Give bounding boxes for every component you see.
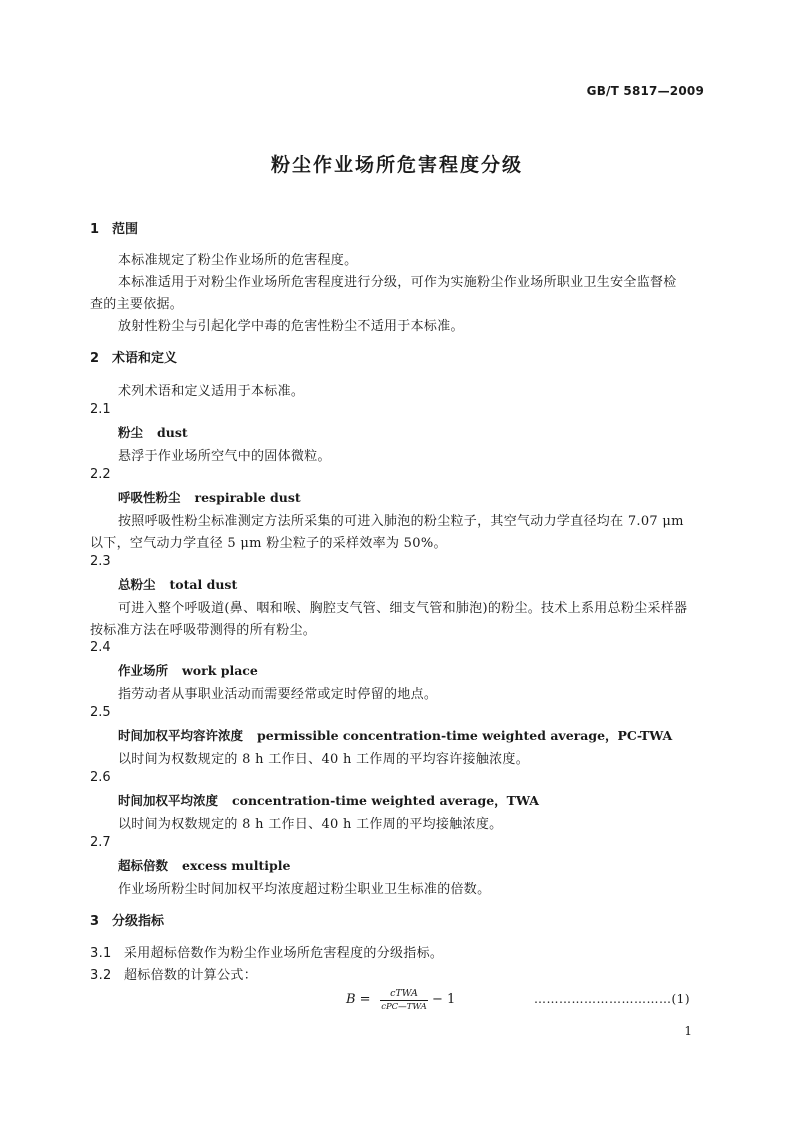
clause-number: 2.2 [90,467,111,482]
term-pc-twa [118,726,672,744]
term-cn: 时间加权平均浓度 [118,793,219,808]
clause-text: 超标倍数的计算公式： [124,968,258,983]
term-en: excess multiple [182,858,291,873]
term-cn: 超标倍数 [118,858,169,873]
formula-lhs: B = [346,992,371,1007]
section-2-heading [90,347,177,366]
term-en: dust [157,425,188,440]
definition: 按照呼吸性粉尘标准测定方法所采集的可进入肺泡的粉尘粒子，其空气动力学直径均在 7.07 μm [118,514,684,529]
clause-number: 2.7 [90,835,111,850]
term-cn: 作业场所 [118,663,169,678]
section-title: 分级指标 [112,914,165,929]
clause-text: 采用超标倍数作为粉尘作业场所危害程度的分级指标。 [124,946,444,961]
term-en: permissible concentration-time weighted average，PC-TWA [257,728,673,743]
paragraph-continuation: 查的主要依据。 [90,297,184,312]
formula-denominator: cPC—TWA [381,1002,427,1012]
definition: 以时间为权数规定的 8 h 工作日、40 h 工作周的平均容许接触浓度。 [118,752,530,767]
document-title: 粉尘作业场所危害程度分级 [270,154,523,176]
section-3-heading [90,910,164,929]
formula-number-leader: ……………………………(1) [534,992,690,1006]
formula-numerator: cTWA [380,988,428,1001]
term-excess-multiple [118,856,290,874]
clause-number: 2.5 [90,705,111,720]
definition-continuation: 以下，空气动力学直径 5 μm 粉尘粒子的采样效率为 50%。 [90,536,447,551]
term-en: concentration-time weighted average，TWA [232,793,539,808]
paragraph: 本标准规定了粉尘作业场所的危害程度。 [118,253,358,268]
clause-3-2 [90,964,257,983]
clause-number: 2.3 [90,554,111,569]
term-cn: 呼吸性粉尘 [118,490,181,505]
term-total-dust [118,575,237,593]
section-number: 2 [90,351,100,366]
page-number: 1 [684,1024,692,1038]
section-1-heading [90,218,138,237]
term-work-place [118,661,258,679]
section-title: 术语和定义 [112,351,178,366]
term-en: respirable dust [194,490,301,505]
term-cn: 总粉尘 [118,577,156,592]
standard-number: GB/T 5817—2009 [586,84,704,98]
paragraph: 放射性粉尘与引起化学中毒的危害性粉尘不适用于本标准。 [118,319,464,334]
term-dust [118,423,188,441]
section-number: 3 [90,914,100,929]
term-en: total dust [169,577,238,592]
definition: 悬浮于作业场所空气中的固体微粒。 [118,449,331,464]
section-title: 范围 [112,222,139,237]
term-cn: 粉尘 [118,425,144,440]
term-respirable-dust [118,488,301,506]
paragraph: 本标准适用于对粉尘作业场所危害程度进行分级，可作为实施粉尘作业场所职业卫生安全监督检 [118,275,677,290]
clause-number: 2.6 [90,770,111,785]
term-cn: 时间加权平均容许浓度 [118,728,244,743]
definition-continuation: 按标准方法在呼吸带测得的所有粉尘。 [90,623,317,638]
clause-number: 2.4 [90,640,111,655]
paragraph: 术列术语和定义适用于本标准。 [118,384,305,399]
clause-number: 2.1 [90,402,111,417]
definition: 以时间为权数规定的 8 h 工作日、40 h 工作周的平均接触浓度。 [118,817,503,832]
section-number: 1 [90,222,100,237]
formula-fraction [380,988,428,1013]
formula-tail: − 1 [432,992,456,1007]
clause-number: 3.2 [90,968,112,983]
clause-number: 3.1 [90,946,112,961]
definition: 指劳动者从事职业活动而需要经常或定时停留的地点。 [118,687,438,702]
term-twa [118,791,539,809]
clause-3-1 [90,942,443,961]
definition: 作业场所粉尘时间加权平均浓度超过粉尘职业卫生标准的倍数。 [118,882,491,897]
term-en: work place [182,663,258,678]
definition: 可进入整个呼吸道(鼻、咽和喉、胸腔支气管、细支气管和肺泡)的粉尘。技术上系用总粉尘采样器 [118,601,688,616]
